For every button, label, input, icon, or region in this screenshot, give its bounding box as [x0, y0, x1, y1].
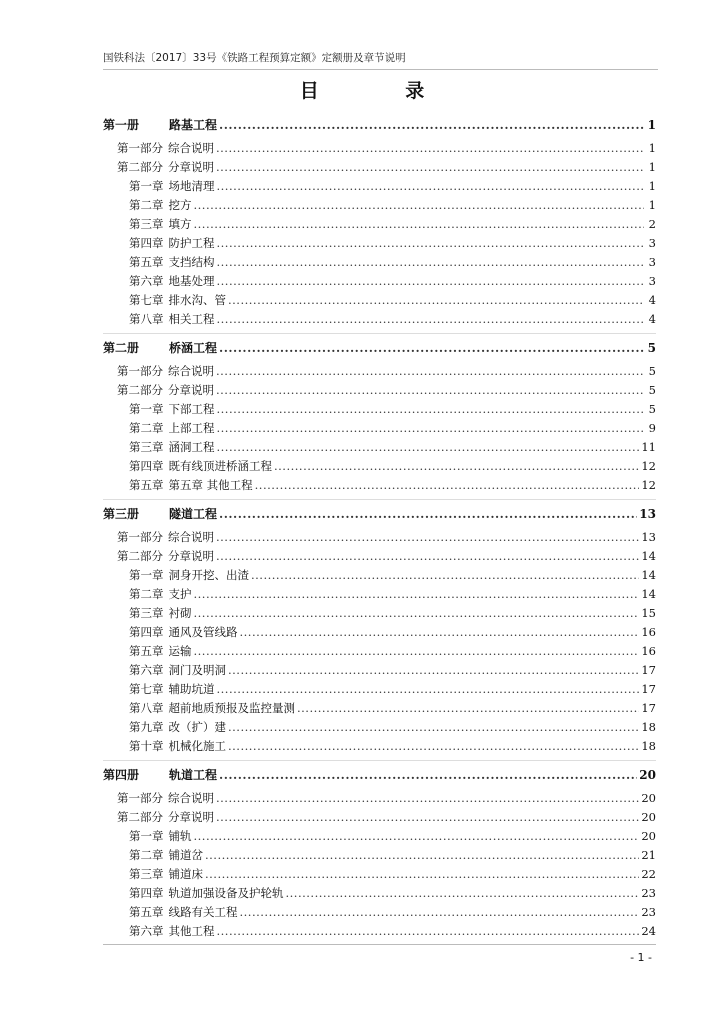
- toc-dot-leader: [216, 547, 639, 566]
- toc-dot-leader: [228, 737, 639, 756]
- toc-entry-number: 第二章: [129, 587, 164, 601]
- toc-dot-leader: [216, 139, 644, 158]
- toc-entry-title: 排水沟、管: [168, 293, 226, 307]
- toc-chapter-entry[interactable]: [103, 699, 656, 718]
- toc-entry-number: 第三章: [129, 606, 164, 620]
- toc-entry-title: 分章说明: [168, 383, 214, 397]
- toc-entry-page: 23: [641, 905, 656, 919]
- toc-dot-leader: [194, 585, 640, 604]
- toc-chapter-entry[interactable]: [103, 604, 656, 623]
- toc-entry-title: 通风及管线路: [168, 625, 238, 639]
- toc-entry-number: 第二部分: [117, 383, 163, 397]
- toc-volume-heading[interactable]: [103, 503, 656, 525]
- toc-entry-page: 1: [648, 179, 656, 193]
- toc-entry-title: 综合说明: [168, 791, 214, 805]
- toc-entry-number: 第二章: [129, 198, 164, 212]
- toc-entry-title: 其他工程: [168, 924, 215, 938]
- toc-entry-number: 第二部分: [117, 549, 163, 563]
- toc-entry-number: 第六章: [129, 924, 164, 938]
- toc-dot-leader: [217, 310, 645, 329]
- toc-entry-title: 隧道工程: [169, 507, 218, 521]
- toc-entry-number: 第五章: [129, 905, 164, 919]
- toc-entry-number: 第一章: [129, 179, 164, 193]
- toc-entry-title: 支护: [168, 587, 192, 601]
- toc-chapter-entry[interactable]: [103, 737, 656, 756]
- toc-entry-number: 第二章: [129, 421, 164, 435]
- toc-dot-leader: [274, 457, 639, 476]
- toc-entry-title: 线路有关工程: [168, 905, 238, 919]
- toc-part-entry[interactable]: [103, 808, 656, 827]
- toc-dot-leader: [251, 566, 639, 585]
- toc-entry-title: 分章说明: [168, 549, 214, 563]
- toc-part-entry[interactable]: [103, 547, 656, 566]
- toc-dot-leader: [205, 846, 639, 865]
- toc-entry-title: 铺道床: [168, 867, 203, 881]
- toc-part-entry[interactable]: [103, 381, 656, 400]
- toc-entry-page: 12: [641, 459, 656, 473]
- toc-chapter-entry[interactable]: [103, 623, 656, 642]
- toc-entry-page: 3: [648, 274, 656, 288]
- toc-entry-number: 第三章: [129, 867, 164, 881]
- page-number: - 1 -: [630, 951, 652, 964]
- toc-dot-leader: [216, 808, 639, 827]
- toc-entry-page: 1: [648, 160, 656, 174]
- toc-chapter-entry[interactable]: [103, 476, 656, 495]
- toc-dot-leader: [217, 680, 640, 699]
- toc-entry-page: 21: [641, 848, 656, 862]
- toc-entry-page: 9: [648, 421, 656, 435]
- toc-chapter-entry[interactable]: [103, 922, 656, 941]
- toc-dot-leader: [217, 253, 645, 272]
- toc-entry-number: 第一章: [129, 402, 164, 416]
- toc-entry-page: 1: [647, 118, 656, 132]
- toc-entry-number: 第八章: [129, 312, 164, 326]
- toc-entry-title: 场地清理: [168, 179, 215, 193]
- toc-part-entry[interactable]: [103, 158, 656, 177]
- toc-entry-title: 挖方: [168, 198, 192, 212]
- toc-chapter-entry[interactable]: [103, 865, 656, 884]
- toc-dot-leader: [194, 642, 640, 661]
- footer-rule: [103, 944, 656, 945]
- toc-entry-page: 17: [641, 682, 656, 696]
- toc-chapter-entry[interactable]: [103, 884, 656, 903]
- toc-entry-title: 既有线顶进桥涵工程: [168, 459, 272, 473]
- toc-dot-leader: [217, 438, 640, 457]
- toc-chapter-entry[interactable]: [103, 310, 656, 329]
- toc-chapter-entry[interactable]: [103, 177, 656, 196]
- toc-dot-leader: [228, 718, 639, 737]
- toc-chapter-entry[interactable]: [103, 253, 656, 272]
- toc-volume-heading[interactable]: [103, 337, 656, 359]
- toc-chapter-entry[interactable]: [103, 661, 656, 680]
- toc-chapter-entry[interactable]: [103, 438, 656, 457]
- toc-dot-leader: [216, 158, 644, 177]
- toc-chapter-entry[interactable]: [103, 196, 656, 215]
- toc-chapter-entry[interactable]: [103, 400, 656, 419]
- toc-volume: [103, 499, 656, 756]
- toc-entry-number: 第一部分: [117, 141, 163, 155]
- toc-dot-leader: [219, 764, 637, 786]
- toc-dot-leader: [194, 196, 645, 215]
- toc-dot-leader: [228, 661, 639, 680]
- toc-entry-page: 5: [648, 383, 656, 397]
- toc-entry-page: 11: [641, 440, 656, 454]
- toc-entry-title: 填方: [168, 217, 192, 231]
- toc-entry-title: 综合说明: [168, 530, 214, 544]
- toc-entry-title: 超前地质预报及监控量测: [168, 701, 295, 715]
- toc-entry-title: 相关工程: [168, 312, 215, 326]
- toc-entry-number: 第二册: [103, 341, 140, 355]
- toc-entry-number: 第一部分: [117, 791, 163, 805]
- toc-entry-title: 铺轨: [168, 829, 192, 843]
- toc-chapter-entry[interactable]: [103, 827, 656, 846]
- toc-dot-leader: [219, 337, 644, 359]
- toc-entry-title: 铺道岔: [168, 848, 203, 862]
- toc-entry-number: 第一章: [129, 568, 164, 582]
- toc-entry-number: 第七章: [129, 682, 164, 696]
- toc-dot-leader: [297, 699, 639, 718]
- toc-dot-leader: [217, 922, 640, 941]
- toc-entry-page: 20: [641, 829, 656, 843]
- toc-chapter-entry[interactable]: [103, 718, 656, 737]
- toc-dot-leader: [194, 827, 640, 846]
- toc-dot-leader: [228, 291, 644, 310]
- toc-entry-title: 第五章 其他工程: [168, 478, 253, 492]
- toc-entry-number: 第十章: [129, 739, 164, 753]
- toc-part-entry[interactable]: [103, 139, 656, 158]
- toc-part-entry[interactable]: [103, 528, 656, 547]
- toc-entry-title: 轨道加强设备及护轮轨: [168, 886, 284, 900]
- toc-entry-number: 第四章: [129, 236, 164, 250]
- toc-entry-number: 第二部分: [117, 160, 163, 174]
- toc-volume: [103, 333, 656, 495]
- toc-entry-page: 17: [641, 663, 656, 677]
- toc-entry-page: 23: [641, 886, 656, 900]
- toc-volume: [103, 760, 656, 941]
- toc-entry-page: 15: [641, 606, 656, 620]
- toc-volume: [103, 114, 656, 329]
- toc-entry-title: 洞身开挖、出渣: [168, 568, 249, 582]
- toc-entry-title: 上部工程: [168, 421, 215, 435]
- toc-entry-page: 3: [648, 236, 656, 250]
- toc-entry-number: 第四章: [129, 459, 164, 473]
- toc-dot-leader: [194, 215, 645, 234]
- page-title: 目 录: [299, 80, 465, 102]
- toc-dot-leader: [194, 604, 640, 623]
- toc-dot-leader: [217, 419, 645, 438]
- toc-dot-leader: [205, 865, 639, 884]
- toc-entry-page: 13: [641, 530, 656, 544]
- toc-entry-page: 22: [641, 867, 656, 881]
- toc-entry-title: 分章说明: [168, 160, 214, 174]
- toc-part-entry[interactable]: [103, 789, 656, 808]
- toc-chapter-entry[interactable]: [103, 457, 656, 476]
- toc-entry-page: 16: [641, 625, 656, 639]
- toc-entry-page: 18: [641, 739, 656, 753]
- toc-chapter-entry[interactable]: [103, 566, 656, 585]
- toc-entry-number: 第七章: [129, 293, 164, 307]
- toc-dot-leader: [216, 362, 644, 381]
- toc-entry-number: 第五章: [129, 255, 164, 269]
- toc-volume-heading[interactable]: [103, 764, 656, 786]
- toc-entry-number: 第九章: [129, 720, 164, 734]
- table-of-contents: [103, 114, 656, 945]
- toc-dot-leader: [217, 177, 645, 196]
- toc-entry-page: 3: [648, 255, 656, 269]
- toc-entry-page: 12: [641, 478, 656, 492]
- toc-chapter-entry[interactable]: [103, 903, 656, 922]
- toc-entry-title: 涵洞工程: [168, 440, 215, 454]
- toc-entry-number: 第四章: [129, 886, 164, 900]
- toc-entry-page: 20: [641, 810, 656, 824]
- toc-entry-page: 1: [648, 198, 656, 212]
- toc-entry-title: 下部工程: [168, 402, 215, 416]
- toc-entry-page: 20: [641, 791, 656, 805]
- toc-chapter-entry[interactable]: [103, 642, 656, 661]
- toc-chapter-entry[interactable]: [103, 272, 656, 291]
- toc-dot-leader: [217, 272, 645, 291]
- toc-entry-title: 地基处理: [168, 274, 215, 288]
- toc-entry-number: 第一部分: [117, 364, 163, 378]
- toc-entry-page: 4: [648, 293, 656, 307]
- toc-entry-title: 综合说明: [168, 364, 214, 378]
- toc-entry-number: 第三章: [129, 217, 164, 231]
- toc-entry-page: 20: [639, 768, 656, 782]
- toc-entry-number: 第一册: [103, 118, 140, 132]
- toc-dot-leader: [255, 476, 640, 495]
- toc-dot-leader: [240, 623, 640, 642]
- toc-entry-title: 桥涵工程: [169, 341, 218, 355]
- toc-entry-title: 防护工程: [168, 236, 215, 250]
- toc-entry-title: 综合说明: [168, 141, 214, 155]
- toc-dot-leader: [217, 400, 645, 419]
- toc-chapter-entry[interactable]: [103, 291, 656, 310]
- toc-dot-leader: [216, 789, 639, 808]
- toc-entry-number: 第四章: [129, 625, 164, 639]
- toc-dot-leader: [219, 114, 644, 136]
- toc-entry-page: 5: [648, 364, 656, 378]
- toc-chapter-entry[interactable]: [103, 215, 656, 234]
- toc-chapter-entry[interactable]: [103, 234, 656, 253]
- toc-entry-page: 17: [641, 701, 656, 715]
- toc-entry-number: 第一部分: [117, 530, 163, 544]
- toc-entry-page: 5: [648, 402, 656, 416]
- toc-entry-page: 2: [648, 217, 656, 231]
- toc-entry-number: 第六章: [129, 663, 164, 677]
- toc-entry-title: 衬砌: [168, 606, 192, 620]
- toc-dot-leader: [240, 903, 640, 922]
- toc-entry-title: 机械化施工: [168, 739, 226, 753]
- toc-entry-number: 第五章: [129, 478, 164, 492]
- toc-entry-number: 第一章: [129, 829, 164, 843]
- toc-entry-page: 14: [641, 568, 656, 582]
- toc-entry-number: 第六章: [129, 274, 164, 288]
- toc-entry-title: 洞门及明洞: [168, 663, 226, 677]
- toc-entry-number: 第三册: [103, 507, 140, 521]
- toc-entry-page: 14: [641, 549, 656, 563]
- toc-entry-page: 24: [641, 924, 656, 938]
- toc-dot-leader: [286, 884, 640, 903]
- toc-entry-number: 第二章: [129, 848, 164, 862]
- toc-entry-number: 第三章: [129, 440, 164, 454]
- toc-entry-number: 第四册: [103, 768, 140, 782]
- toc-dot-leader: [216, 381, 644, 400]
- toc-entry-page: 4: [648, 312, 656, 326]
- toc-chapter-entry[interactable]: [103, 419, 656, 438]
- toc-entry-number: 第二部分: [117, 810, 163, 824]
- toc-entry-page: 18: [641, 720, 656, 734]
- toc-chapter-entry[interactable]: [103, 585, 656, 604]
- toc-entry-title: 辅助坑道: [168, 682, 215, 696]
- toc-entry-title: 运输: [168, 644, 192, 658]
- toc-entry-page: 13: [639, 507, 656, 521]
- toc-entry-page: 16: [641, 644, 656, 658]
- toc-entry-title: 分章说明: [168, 810, 214, 824]
- toc-entry-page: 1: [648, 141, 656, 155]
- toc-entry-title: 改（扩）建: [168, 720, 226, 734]
- toc-chapter-entry[interactable]: [103, 846, 656, 865]
- toc-chapter-entry[interactable]: [103, 680, 656, 699]
- toc-dot-leader: [219, 503, 637, 525]
- toc-entry-title: 支挡结构: [168, 255, 215, 269]
- toc-entry-page: 5: [647, 341, 656, 355]
- toc-entry-title: 轨道工程: [169, 768, 218, 782]
- running-header: 国铁科法〔2017〕33号《铁路工程预算定额》定额册及章节说明: [103, 50, 658, 70]
- toc-entry-number: 第八章: [129, 701, 164, 715]
- toc-volume-heading[interactable]: [103, 114, 656, 136]
- toc-entry-number: 第五章: [129, 644, 164, 658]
- toc-part-entry[interactable]: [103, 362, 656, 381]
- toc-dot-leader: [216, 528, 639, 547]
- toc-dot-leader: [217, 234, 645, 253]
- toc-entry-page: 14: [641, 587, 656, 601]
- toc-entry-title: 路基工程: [169, 118, 218, 132]
